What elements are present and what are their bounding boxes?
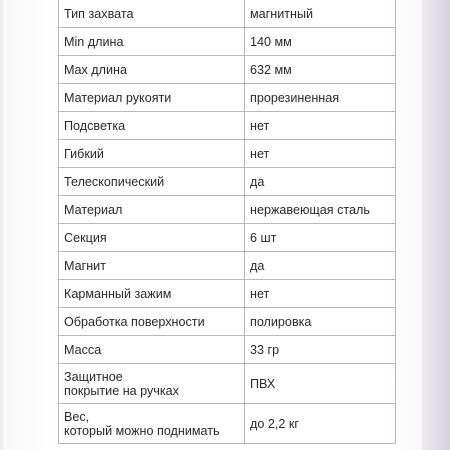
table-row [59, 28, 396, 56]
spec-label: Тип захвата [59, 0, 245, 28]
table-row [59, 224, 396, 252]
spec-label-line: который можно поднимать [64, 423, 220, 438]
spec-value: 6 шт [245, 224, 396, 252]
spec-label: Обработка поверхности [59, 308, 245, 336]
table-row [59, 112, 396, 140]
table-row [59, 56, 396, 84]
table-row [59, 168, 396, 196]
table-row [59, 196, 396, 224]
spec-label: Материал [59, 196, 245, 224]
table-row [59, 84, 396, 112]
spec-label-line: Вес, [64, 409, 90, 424]
spec-value: нет [245, 112, 396, 140]
spec-value: да [245, 252, 396, 280]
spec-label-multiline [59, 364, 245, 404]
spec-label: Карманный зажим [59, 280, 245, 308]
spec-value: нет [245, 140, 396, 168]
page-left-shadow [0, 0, 6, 450]
table-row [59, 404, 396, 444]
spec-value: магнитный [245, 0, 396, 28]
spec-value: полировка [245, 308, 396, 336]
spec-value: нет [245, 280, 396, 308]
table-row [59, 280, 396, 308]
spec-label: Секция [59, 224, 245, 252]
spec-label: Телескопический [59, 168, 245, 196]
spec-label: Max длина [59, 56, 245, 84]
spec-label-multiline [59, 404, 245, 444]
spec-value: до 2,2 кг [245, 404, 396, 444]
table-row [59, 308, 396, 336]
spec-label-line: Защитное [64, 369, 123, 384]
spec-label: Масса [59, 336, 245, 364]
spec-label-line: покрытие на ручках [64, 383, 179, 398]
spec-label: Материал рукояти [59, 84, 245, 112]
spec-value: 632 мм [245, 56, 396, 84]
spec-value: прорезиненная [245, 84, 396, 112]
spec-value: да [245, 168, 396, 196]
table-row [59, 364, 396, 404]
table-row [59, 0, 396, 28]
spec-value: нержавеющая сталь [245, 196, 396, 224]
spec-label: Подсветка [59, 112, 245, 140]
table-row [59, 140, 396, 168]
spec-label: Гибкий [59, 140, 245, 168]
page-right-shadow [422, 0, 450, 450]
table-row [59, 336, 396, 364]
specifications-table [58, 0, 396, 444]
table-row [59, 252, 396, 280]
spec-value: 140 мм [245, 28, 396, 56]
spec-value: ПВХ [245, 364, 396, 404]
spec-label: Магнит [59, 252, 245, 280]
spec-value: 33 гр [245, 336, 396, 364]
spec-label: Min длина [59, 28, 245, 56]
